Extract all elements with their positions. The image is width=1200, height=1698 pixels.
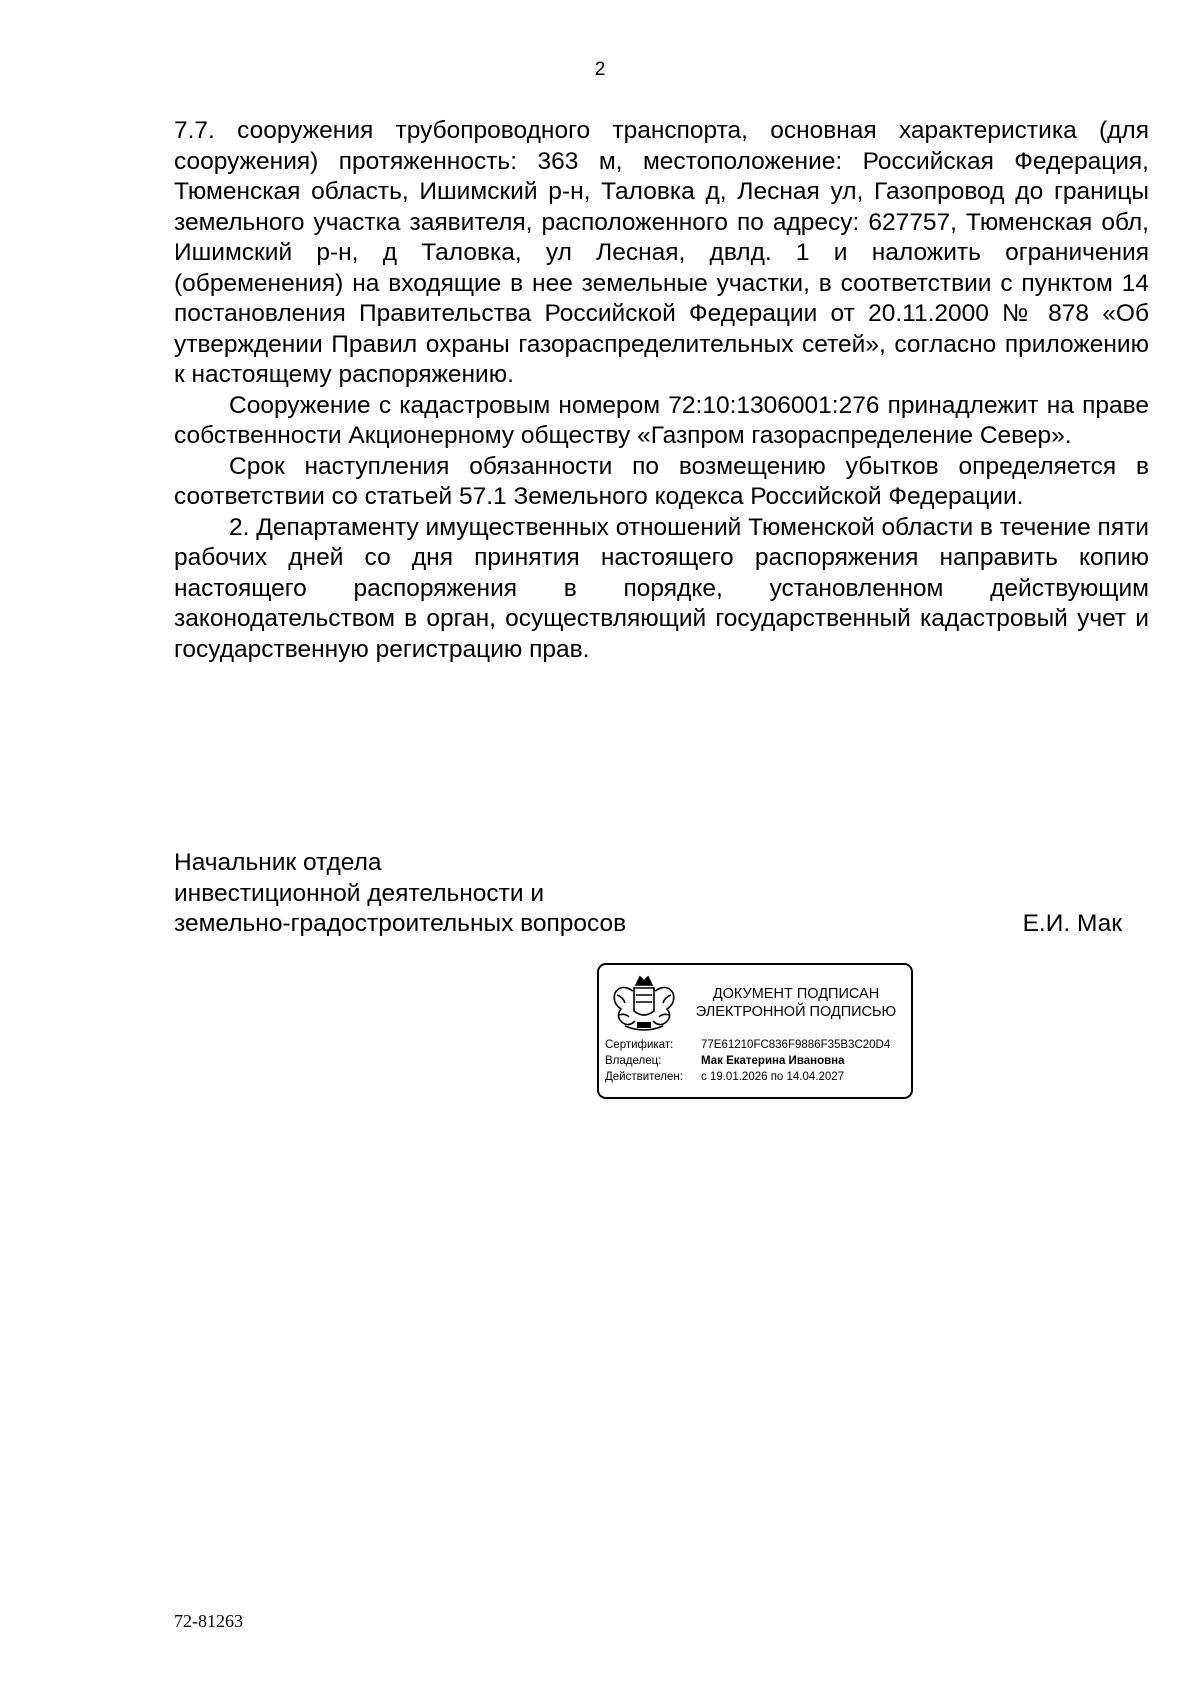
paragraph-item-2: 2. Департаменту имущественных отношений Тюменской области в течение пяти рабочих дней со дня принятия настоящего распоряжения направить копию настоящего распоряжения в порядке, установленном действующим законодательством в орган, осуществляющий государственный кадастровый учет и государственную регистрацию прав. [174, 513, 1149, 663]
signature-block [174, 848, 1122, 940]
paragraph-compensation: Срок наступления обязанности по возмещению убытков определяется в соответствии со статьей 57.1 Земельного кодекса Российской Федерации. [174, 452, 1149, 510]
owner-value: Мак Екатерина Ивановна [701, 1055, 845, 1067]
certificate-value: 77E61210FC836F9886F35B3C20D4 [701, 1039, 891, 1051]
signer-position-line3: земельно-градостроительных вопросов [174, 910, 627, 937]
document-body [174, 116, 1149, 665]
stamp-details [605, 1037, 890, 1085]
paragraph-7-7: 7.7. сооружения трубопроводного транспорта, основная характеристика (для сооружения) протяженность: 363 м, местоположение: Российская Федерация, Тюменская область, Ишимский р-н, Таловка д, Лесная ул, Газопровод до границы земельного участка заявителя, расположенного по адресу: 627757, Тюменская обл, Ишимский р-н, д Таловка, ул Лесная, двлд. 1 и наложить ограничения (обременения) на входящие в нее земельные участки, в соответствии с пунктом 14 постановления Правительства Российской Федерации от 20.11.2000 № 878 «Об утверждении Правил охраны газораспределительных сетей», согласно приложению к настоящему распоряжению. [174, 117, 1149, 388]
document-id: 72-81263 [174, 1611, 243, 1631]
certificate-label: Сертификат: [605, 1039, 674, 1051]
electronic-signature-stamp [597, 963, 913, 1099]
paragraph-ownership: Сооружение с кадастровым номером 72:10:1306001:276 принадлежит на праве собственности Акционерному обществу «Газпром газораспределение Север». [174, 391, 1149, 449]
page-number: 2 [594, 59, 606, 80]
validity-value: с 19.01.2026 по 14.04.2027 [701, 1071, 845, 1083]
coat-of-arms-icon [609, 973, 679, 1035]
stamp-title [683, 985, 909, 1021]
signer-name: Е.И. Мак [1022, 910, 1122, 937]
stamp-title-line1: ДОКУМЕНТ ПОДПИСАН [712, 986, 880, 1002]
stamp-certificate-row [605, 1037, 890, 1053]
stamp-title-line2: ЭЛЕКТРОННОЙ ПОДПИСЬЮ [695, 1004, 897, 1020]
validity-label: Действителен: [605, 1071, 683, 1083]
signer-position-line2: инвестиционной деятельности и [174, 879, 545, 907]
stamp-validity-row [605, 1069, 890, 1085]
owner-label: Владелец: [605, 1055, 662, 1067]
signer-position-line1: Начальник отдела [174, 849, 382, 876]
stamp-owner-row [605, 1053, 890, 1069]
